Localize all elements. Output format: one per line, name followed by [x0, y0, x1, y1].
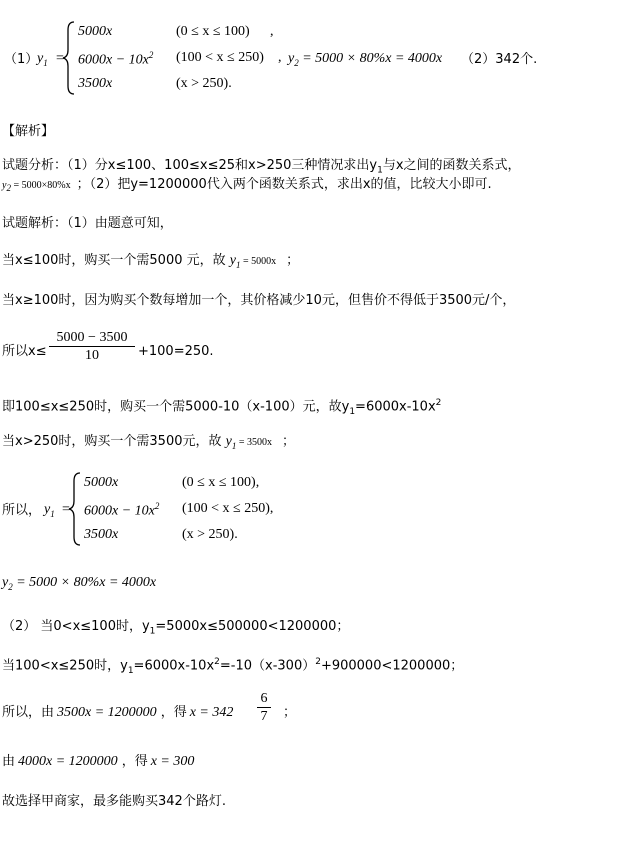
part2-line3: 所以，由 3500x = 1200000 ，得 x = 342	[2, 705, 234, 720]
answer-case2-cond: (100 < x ≤ 250)	[176, 50, 264, 65]
answer-part2: （2）342个.	[461, 52, 538, 67]
solution-brace-icon	[68, 471, 82, 547]
answer-case1-expr: 5000x	[78, 24, 113, 39]
answer-case1-cond: (0 ≤ x ≤ 100)	[176, 24, 250, 39]
part2-line3-end: ；	[283, 705, 297, 720]
answer-y2: $y_2 = 5000 \times 80\%x = 4000x$	[288, 51, 443, 68]
conclusion: 故选择甲商家，最多能购买342个路灯.	[2, 794, 226, 809]
answer-equals: =	[56, 51, 64, 66]
solution-case2-cond: (100 < x ≤ 250),	[182, 501, 274, 516]
answer-case3-cond: (x > 250).	[176, 76, 232, 91]
answer-case2-expr: $6000x - 10x^2$	[78, 50, 154, 68]
solution-equals: =	[62, 502, 70, 517]
answer-case3-expr: 3500x	[78, 76, 113, 91]
solution-case3-expr: 3500x	[84, 527, 119, 542]
solution-line3-suffix: +100=250.	[138, 344, 214, 359]
analysis-line2: $y_2 = 5000\times 80\%x$ ；（2）把y=1200000代入两个函数关系式，求出x的值，比较大小即可.	[2, 177, 492, 193]
part2-line4: 由 4000x = 1200000 ，得 x = 300	[2, 754, 195, 769]
answer-label: （1）	[4, 52, 39, 67]
solution-case1-cond: (0 ≤ x ≤ 100),	[182, 475, 260, 490]
analysis-heading: 【解析】	[2, 124, 55, 139]
solution-case1-expr: 5000x	[84, 475, 119, 490]
answer-case1-sep: ,	[270, 24, 274, 39]
solution-case2-expr: $6000x - 10x^2$	[84, 501, 160, 519]
solution-line4: 即100≤x≤250时，购买一个需5000-10（x-100）元，故$y_1=6000x-10x^2$	[2, 398, 442, 417]
solution-line3-prefix: 所以x≤	[2, 344, 47, 359]
answer-y1: $y_1$	[37, 51, 48, 68]
part2-line2: 当100<x≤250时，$y_1=6000x-10x^2=-10(x-300)^2+900000<1200000$；	[2, 657, 464, 676]
answer-case2-sep: ,	[278, 50, 282, 65]
solution-y2-line: $y_2 = 5000 \times 80\%x = 4000x$	[2, 575, 157, 592]
solution-y1: $y_1$	[44, 502, 55, 519]
solution-line5: 当x>250时，购买一个需3500元，故 $y_1 = 3500x$ ；	[2, 434, 295, 451]
part2-line1: （2） 当0<x≤100时，$y_1=5000x\le 500000<1200000$；	[2, 619, 350, 637]
solution-line6-prefix: 所以，	[2, 503, 42, 518]
analysis-line1: 试题分析：（1）分x≤100、100≤x≤25和x>250三种情况求出$y_1$与x之间的函数关系式，	[2, 158, 521, 176]
solution-case3-cond: (x > 250).	[182, 527, 238, 542]
answer-brace-icon	[62, 20, 76, 96]
solution-intro: 试题解析：（1）由题意可知，	[2, 216, 173, 231]
solution-line3-fraction: $\frac{5000 - 3500}{10}$	[49, 329, 135, 364]
solution-line2: 当x≥100时，因为购买个数每增加一个，其价格减少10元，但售价不得低于3500元/个，	[2, 293, 516, 308]
part2-line3-fraction: $\frac{6}{7}$	[257, 690, 271, 725]
solution-line1: 当x≤100时，购买一个需5000 元，故 $y_1 = 5000x$ ；	[2, 253, 300, 270]
